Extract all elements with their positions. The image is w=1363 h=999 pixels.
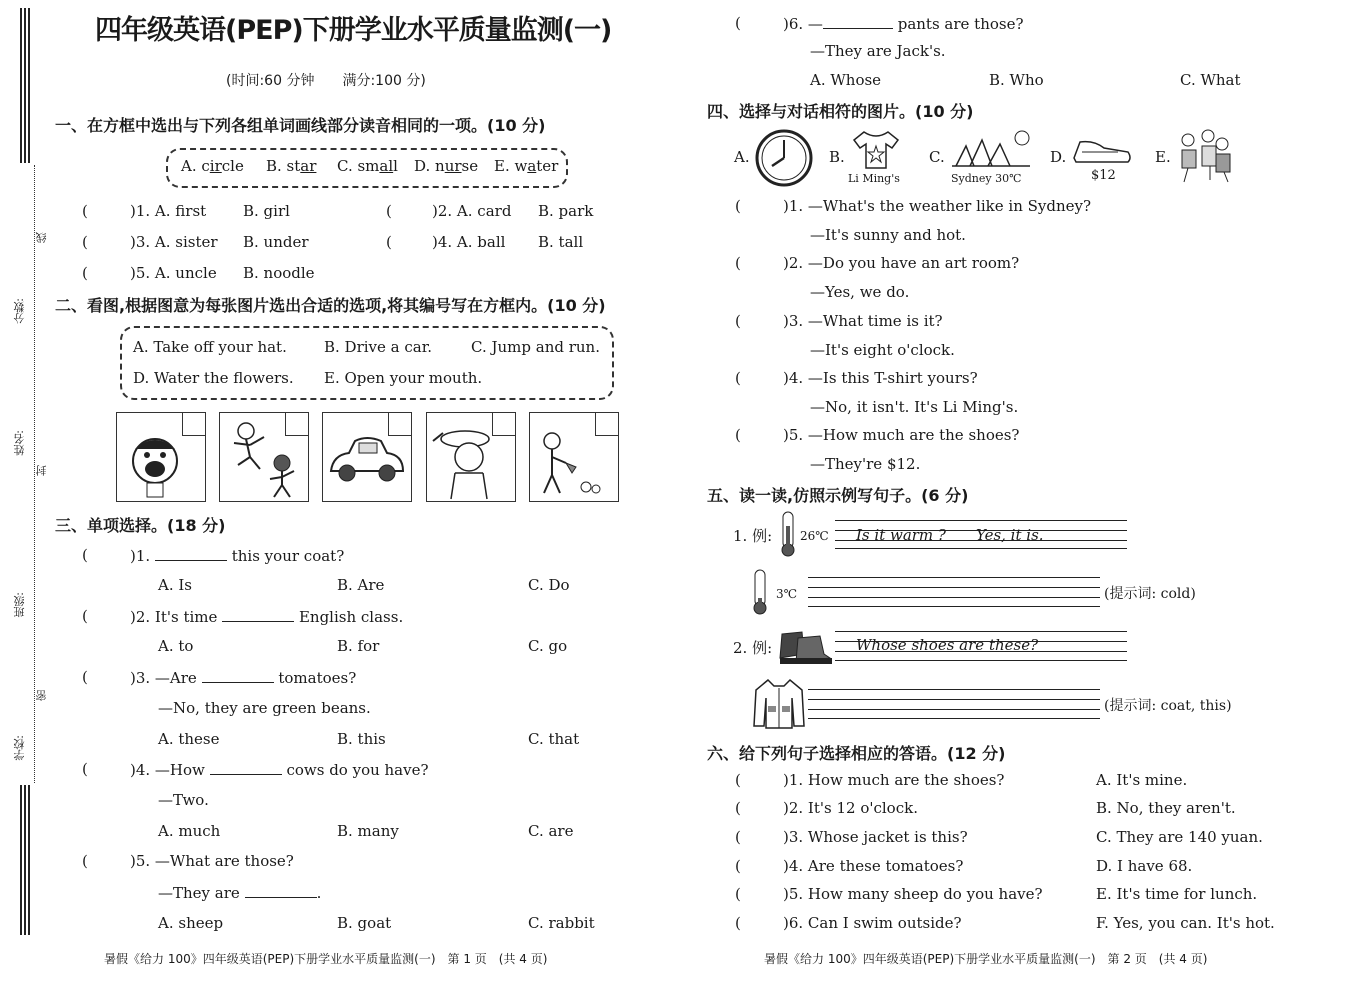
clock-icon — [754, 128, 814, 188]
sec4-letter-a: A. — [734, 148, 750, 166]
writing-line[interactable] — [808, 587, 1100, 588]
sec3-q4-line2: —Two. — [158, 791, 209, 809]
sec2-picture-1 — [116, 412, 206, 502]
sec4-a4: —No, it isn't. It's Li Ming's. — [810, 398, 1019, 416]
sec4-a1: —It's sunny and hot. — [810, 226, 966, 244]
sec6-a5: E. It's time for lunch. — [1096, 885, 1258, 903]
sec3-q2-opt-c: C. go — [528, 637, 568, 655]
sec1-option-a: A. circle — [181, 157, 244, 175]
time-info: (时间:60 分钟 满分:100 分) — [226, 73, 426, 89]
sec1-option-b: B. star — [266, 157, 317, 175]
sec4-letter-b: B. — [829, 148, 845, 166]
sec4-letter-e: E. — [1155, 148, 1171, 166]
sec6-q1: )1. How much are the shoes? — [783, 771, 1005, 789]
writing-line[interactable] — [808, 689, 1100, 690]
sec4-paren-2[interactable]: ( — [735, 254, 741, 272]
sec3-q6-opt-a: A. Whose — [810, 71, 882, 89]
sec2-option-a: A. Take off your hat. — [133, 338, 287, 356]
writing-line — [835, 660, 1127, 661]
sec1-item-1: )1. A. first — [130, 202, 207, 220]
sec3-paren-2[interactable]: ( — [82, 607, 88, 625]
tshirt-caption: Li Ming's — [848, 172, 900, 185]
sec1-option-e: E. water — [494, 157, 559, 175]
sec2-option-b: B. Drive a car. — [324, 338, 433, 356]
sec1-paren-4[interactable]: ( — [386, 233, 392, 251]
sec5-ex1-temp: 26℃ — [800, 529, 829, 543]
sec3-q5-line2: —They are . — [158, 884, 322, 902]
sec6-a4: D. I have 68. — [1096, 857, 1193, 875]
sec3-q5-opt-a: A. sheep — [158, 914, 224, 932]
sec1-paren-5[interactable]: ( — [82, 264, 88, 282]
sec2-picture-4 — [426, 412, 516, 502]
sec3-q2: )2. It's time English class. — [130, 608, 404, 626]
sec6-a3: C. They are 140 yuan. — [1096, 828, 1263, 846]
sec1-item-4: )4. A. ball — [432, 233, 506, 251]
sec5-q1-temp: 3℃ — [776, 587, 798, 601]
sec5-ex1-answer: Is it warm ? Yes, it is. — [856, 526, 1044, 544]
sec5-ex1-label: 1. 例: — [733, 527, 773, 545]
sec2-picture-3 — [322, 412, 412, 502]
sec1-paren-2[interactable]: ( — [386, 202, 392, 220]
sec3-q5: )5. —What are those? — [130, 852, 294, 870]
sec1-item-2b: B. park — [538, 202, 594, 220]
sec1-paren-1[interactable]: ( — [82, 202, 88, 220]
footer-left: 暑假《给力 100》四年级英语(PEP)下册学业水平质量监测(一) 第 1 页 (共 4 页) — [104, 952, 548, 966]
sec4-title: 四、选择与对话相符的图片。(10 分) — [707, 102, 974, 121]
sec6-paren-6[interactable]: ( — [735, 914, 741, 932]
sec2-option-c: C. Jump and run. — [471, 338, 600, 356]
writing-line — [835, 631, 1127, 632]
sec1-option-d: D. nurse — [414, 157, 479, 175]
sec6-a2: B. No, they aren't. — [1096, 799, 1236, 817]
writing-line[interactable] — [808, 709, 1100, 710]
sec3-paren-6[interactable]: ( — [735, 14, 741, 32]
seal-mark: 封 — [35, 465, 48, 476]
sec6-paren-4[interactable]: ( — [735, 857, 741, 875]
opera-house-icon — [950, 128, 1032, 172]
sec3-q6: )6. — pants are those? — [783, 15, 1024, 33]
sec1-item-3b: B. under — [243, 233, 309, 251]
sec4-a5: —They're $12. — [810, 455, 921, 473]
sec1-option-c: C. small — [337, 157, 398, 175]
sec3-q1-opt-c: C. Do — [528, 576, 570, 594]
sec6-paren-2[interactable]: ( — [735, 799, 741, 817]
writing-line[interactable] — [808, 577, 1100, 578]
footer-right: 暑假《给力 100》四年级英语(PEP)下册学业水平质量监测(一) 第 2 页 (共 4 页) — [764, 952, 1208, 966]
writing-line[interactable] — [808, 606, 1100, 607]
sec6-paren-1[interactable]: ( — [735, 771, 741, 789]
sec6-title: 六、给下列句子选择相应的答语。(12 分) — [707, 744, 1006, 763]
sec4-paren-3[interactable]: ( — [735, 312, 741, 330]
sec4-paren-5[interactable]: ( — [735, 426, 741, 444]
sec4-letter-c: C. — [929, 148, 945, 166]
class-label: 班级: — [13, 592, 26, 618]
writing-line[interactable] — [808, 597, 1100, 598]
shoes-icon — [1070, 128, 1134, 168]
writing-line[interactable] — [808, 718, 1100, 719]
sec4-paren-1[interactable]: ( — [735, 197, 741, 215]
sec4-paren-4[interactable]: ( — [735, 369, 741, 387]
sec2-option-e: E. Open your mouth. — [324, 369, 483, 387]
opera-house-caption: Sydney 30℃ — [951, 172, 1022, 185]
answer-box[interactable] — [492, 413, 515, 436]
boots-icon — [776, 624, 834, 668]
answer-box[interactable] — [595, 413, 618, 436]
score-label: 分数: — [13, 298, 26, 324]
sec3-q3-line2: —No, they are green beans. — [158, 699, 371, 717]
page-title: 四年级英语(PEP)下册学业水平质量监测(一) — [95, 15, 612, 46]
sec1-item-4b: B. tall — [538, 233, 584, 251]
sec3-title: 三、单项选择。(18 分) — [55, 516, 226, 535]
sec3-q4-opt-b: B. many — [337, 822, 399, 840]
shoes-caption: $12 — [1091, 168, 1116, 183]
sec6-q2: )2. It's 12 o'clock. — [783, 799, 918, 817]
sec5-ex2-answer: Whose shoes are these? — [856, 636, 1039, 654]
sec5-title: 五、读一读,仿照示例写句子。(6 分) — [707, 486, 969, 505]
secret-mark: 密 — [35, 690, 48, 701]
sec6-q5: )5. How many sheep do you have? — [783, 885, 1043, 903]
sec4-a3: —It's eight o'clock. — [810, 341, 955, 359]
sec4-q3: )3. —What time is it? — [783, 312, 943, 330]
sec6-q6: )6. Can I swim outside? — [783, 914, 962, 932]
sec2-option-d: D. Water the flowers. — [133, 369, 294, 387]
sec1-title: 一、在方框中选出与下列各组单词画线部分读音相同的一项。(10 分) — [55, 116, 546, 135]
sec3-paren-5[interactable]: ( — [82, 852, 88, 870]
line-mark: 线 — [35, 232, 48, 243]
sec3-q1: )1. this your coat? — [130, 547, 345, 565]
answer-box[interactable] — [388, 413, 411, 436]
sec4-q5: )5. —How much are the shoes? — [783, 426, 1020, 444]
answer-box[interactable] — [285, 413, 308, 436]
writing-line[interactable] — [808, 699, 1100, 700]
sec1-item-5: )5. A. uncle — [130, 264, 217, 282]
sec6-q4: )4. Are these tomatoes? — [783, 857, 964, 875]
sec1-item-3: )3. A. sister — [130, 233, 218, 251]
sec3-paren-4[interactable]: ( — [82, 760, 88, 778]
tshirt-icon — [850, 128, 902, 170]
sec3-q6-line2: —They are Jack's. — [810, 42, 946, 60]
sec3-q6-opt-c: C. What — [1180, 71, 1241, 89]
sec6-q3: )3. Whose jacket is this? — [783, 828, 968, 846]
sec3-q4-opt-a: A. much — [158, 822, 221, 840]
sec2-title: 二、看图,根据图意为每张图片选出合适的选项,将其编号写在方框内。(10 分) — [55, 296, 606, 315]
sec3-q6-opt-b: B. Who — [989, 71, 1044, 89]
sec6-a6: F. Yes, you can. It's hot. — [1096, 914, 1275, 932]
sec3-q5-opt-c: C. rabbit — [528, 914, 595, 932]
sec4-letter-d: D. — [1050, 148, 1067, 166]
sec3-q3-opt-b: B. this — [337, 730, 386, 748]
sec3-q4: )4. —How cows do you have? — [130, 761, 429, 779]
art-room-icon — [1174, 126, 1236, 184]
sec2-picture-2 — [219, 412, 309, 502]
sec3-q1-opt-b: B. Are — [337, 576, 385, 594]
sec4-q1: )1. —What's the weather like in Sydney? — [783, 197, 1092, 215]
sec4-q2: )2. —Do you have an art room? — [783, 254, 1020, 272]
sec4-q4: )4. —Is this T-shirt yours? — [783, 369, 978, 387]
sec3-paren-1[interactable]: ( — [82, 546, 88, 564]
sec5-q2-hint: (提示词: coat, this) — [1104, 698, 1232, 714]
sec6-paren-5[interactable]: ( — [735, 885, 741, 903]
writing-line — [835, 548, 1127, 549]
binding-bar-top — [20, 8, 30, 163]
sec2-picture-5 — [529, 412, 619, 502]
name-label: 姓名: — [13, 430, 26, 456]
sec6-a1: A. It's mine. — [1096, 771, 1188, 789]
sec3-q5-opt-b: B. goat — [337, 914, 392, 932]
sec3-q1-opt-a: A. Is — [158, 576, 192, 594]
writing-line — [835, 520, 1127, 521]
sec3-q3: )3. —Are tomatoes? — [130, 669, 357, 687]
binding-bar-bottom — [20, 785, 30, 935]
sec1-item-1b: B. girl — [243, 202, 290, 220]
sec5-q1-hint: (提示词: cold) — [1104, 586, 1196, 602]
sec1-item-5b: B. noodle — [243, 264, 315, 282]
sec1-item-2: )2. A. card — [432, 202, 512, 220]
sec1-paren-3[interactable]: ( — [82, 233, 88, 251]
sec3-paren-3[interactable]: ( — [82, 668, 88, 686]
sec4-a2: —Yes, we do. — [810, 283, 910, 301]
sec5-ex2-label: 2. 例: — [733, 639, 773, 657]
coat-icon — [750, 676, 808, 730]
sec3-q4-opt-c: C. are — [528, 822, 574, 840]
answer-box[interactable] — [182, 413, 205, 436]
thermometer-cold-icon — [750, 568, 770, 616]
sec3-q2-opt-a: A. to — [158, 637, 194, 655]
sec6-paren-3[interactable]: ( — [735, 828, 741, 846]
thermometer-warm-icon — [778, 510, 798, 558]
sec3-q2-opt-b: B. for — [337, 637, 380, 655]
sec3-q3-opt-a: A. these — [158, 730, 220, 748]
school-label: 学校: — [13, 735, 26, 761]
sec3-q3-opt-c: C. that — [528, 730, 580, 748]
